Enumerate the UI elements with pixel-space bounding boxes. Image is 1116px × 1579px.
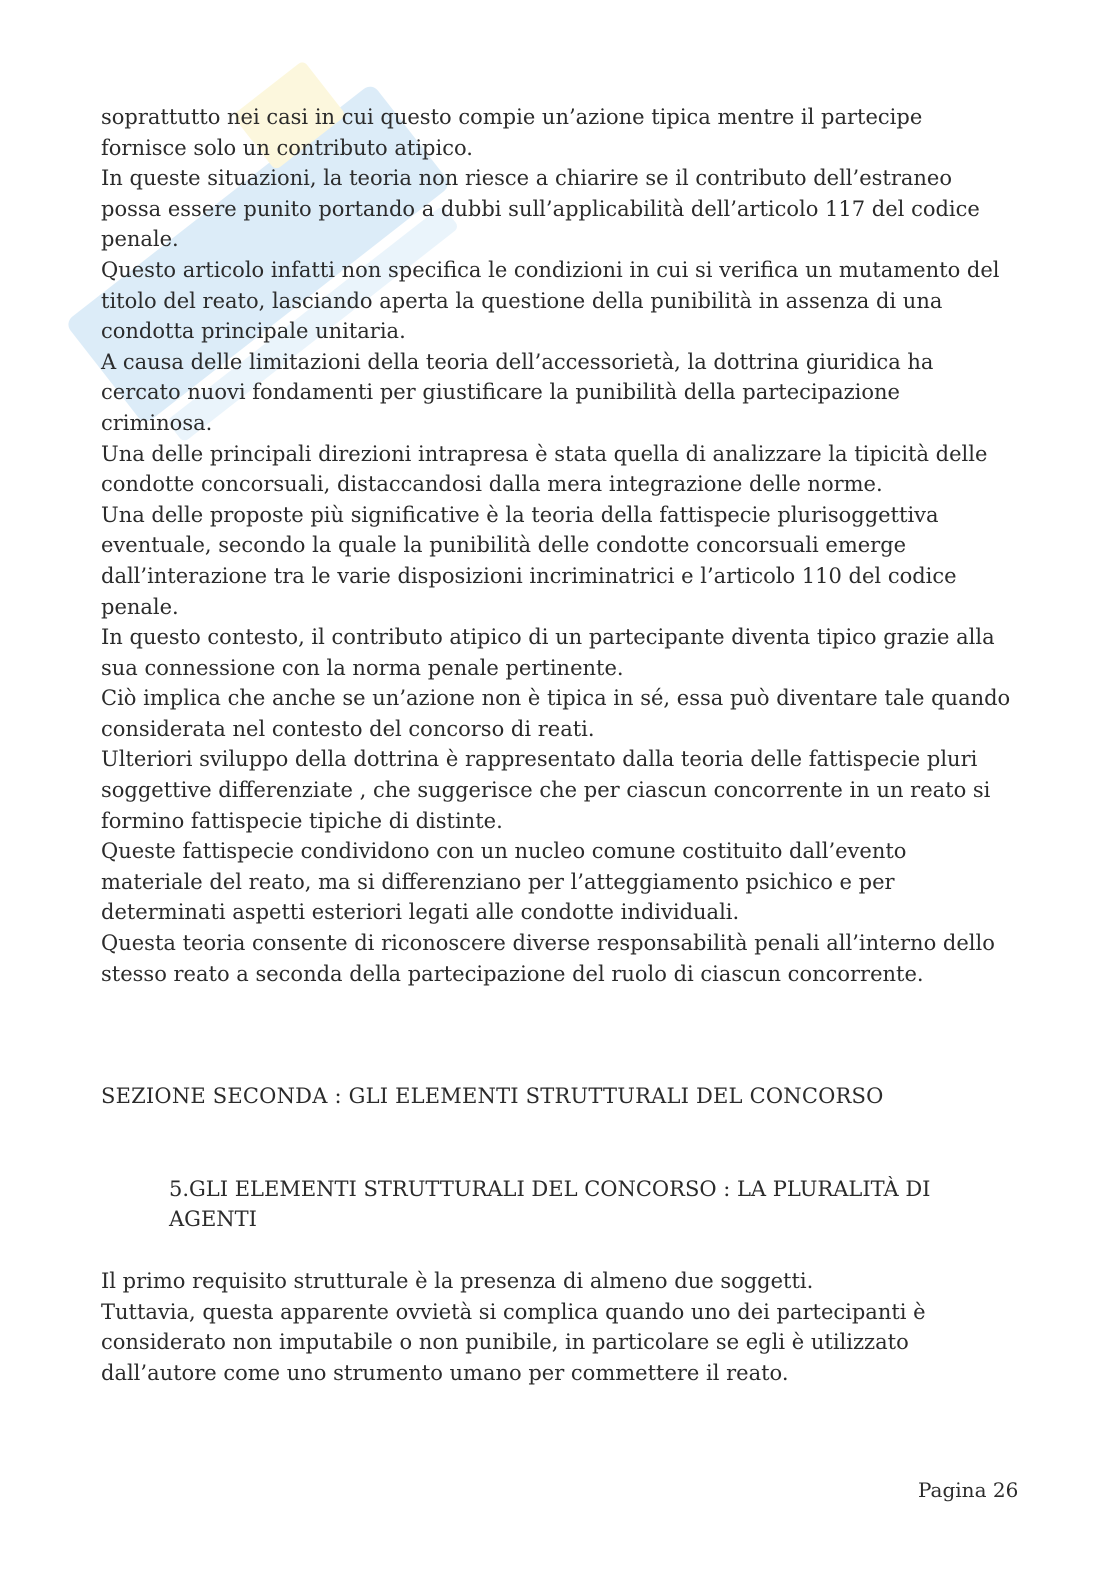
paragraph: A causa delle limitazioni della teoria dell’accessorietà, la dottrina giuridica ha cercato nuovi fondamenti per giustificare la punibilità della partecipazione criminosa. xyxy=(101,349,934,435)
paragraph: Una delle proposte più significative è la teoria della fattispecie plurisoggettiva eventuale, secondo la quale la punibilità delle condotte concorsuali emerge dall’interazione tra le varie disposizioni incriminatrici e l’articolo 110 del codice penale. xyxy=(101,502,957,619)
paragraph: In queste situazioni, la teoria non riesce a chiarire se il contributo dell’estraneo possa essere punito portando a dubbi sull’applicabilità dell’articolo 117 del codice penale. xyxy=(101,166,980,252)
paragraph: Questa teoria consente di riconoscere diverse responsabilità penali all’interno dello stesso reato a seconda della partecipazione del ruolo di ciascun concorrente. xyxy=(101,931,995,986)
chapter-title: 5.GLI ELEMENTI STRUTTURALI DEL CONCORSO : LA PLURALITÀ DI AGENTI xyxy=(169,1176,931,1232)
paragraph: Una delle principali direzioni intrapresa è stata quella di analizzare la tipicità delle condotte concorsuali, distaccandosi dalla mera integrazione delle norme. xyxy=(101,441,988,497)
spacer xyxy=(101,989,1011,1081)
paragraph: soprattutto nei casi in cui questo compie un’azione tipica mentre il partecipe fornisce solo un contributo atipico. xyxy=(101,105,923,160)
spacer xyxy=(101,1112,1011,1174)
paragraph: Questo articolo infatti non specifica le condizioni in cui si verifica un mutamento del titolo del reato, lasciando aperta la questione della punibilità in assenza di una condotta principale unitaria. xyxy=(101,257,1000,344)
paragraph: Queste fattispecie condividono con un nucleo comune costituito dall’evento materiale del reato, ma si differenziano per l’atteggiamento psichico e per determinati aspetti esteriori legati alle condotte individuali. xyxy=(101,839,907,925)
paragraph: Il primo requisito strutturale è la presenza di almeno due soggetti. xyxy=(101,1269,814,1293)
paragraph: Ulteriori sviluppo della dottrina è rappresentato dalla teoria delle fattispecie pluri soggettive differenziate , che suggerisce che per ciascun concorrente in un reato si formino fattispecie tipiche di distinte. xyxy=(101,747,991,833)
page-number: Pagina 26 xyxy=(918,1478,1019,1502)
paragraph: Tuttavia, questa apparente ovvietà si complica quando uno dei partecipanti è considerato non imputabile o non punibile, in particolare se egli è utilizzato dall’autore come uno strumento umano per commettere il reato. xyxy=(101,1299,926,1385)
spacer xyxy=(101,1235,1011,1266)
paragraph: In questo contesto, il contributo atipico di un partecipante diventa tipico grazie alla sua connessione con la norma penale pertinente. xyxy=(101,625,995,680)
paragraph: Ciò implica che anche se un’azione non è tipica in sé, essa può diventare tale quando considerata nel contesto del concorso di reati. xyxy=(101,686,1011,741)
section-title: SEZIONE SECONDA : GLI ELEMENTI STRUTTURALI DEL CONCORSO xyxy=(101,1084,884,1109)
body-text xyxy=(101,102,1011,1388)
